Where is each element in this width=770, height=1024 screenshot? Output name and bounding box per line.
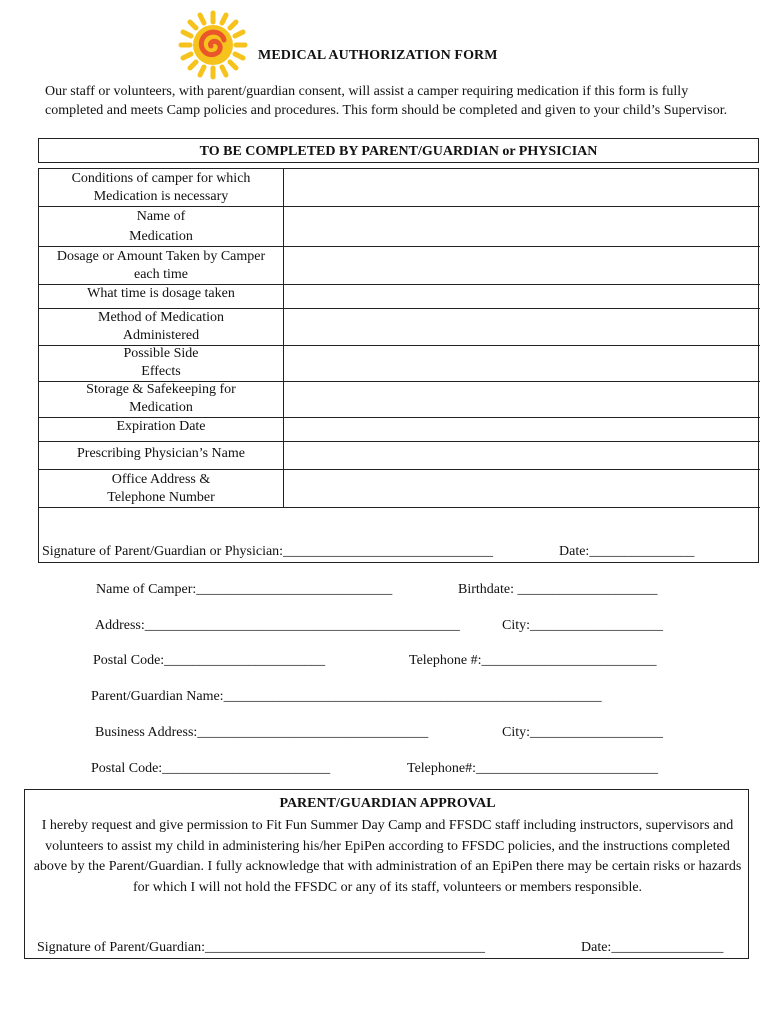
guardian-date-field[interactable]: Date:________________ [581,940,724,955]
postal-code-field[interactable]: Postal Code:_______________________ [93,653,326,668]
form-title: MEDICAL AUTHORIZATION FORM [258,48,498,63]
table-row [39,246,760,247]
table-row-label: What time is dosage taken [87,286,235,301]
table-row-label: Prescribing Physician’s Name [77,446,245,461]
business-city-field[interactable]: City:___________________ [502,725,664,740]
table-row-label: Expiration Date [116,419,206,434]
address-field[interactable]: Address:_____________________________________________ [95,618,460,633]
table-row-label: Method of Medication Administered [98,310,224,343]
signature-field[interactable]: Signature of Parent/Guardian or Physician:______________________________ [42,544,494,559]
business-postal-code-field[interactable]: Postal Code:________________________ [91,761,331,776]
table-row-label: Storage & Safekeeping for Medication [86,382,236,415]
approval-box [24,789,749,959]
approval-heading: PARENT/GUARDIAN APPROVAL [279,796,496,811]
birthdate-field[interactable]: Birthdate: ____________________ [458,582,658,597]
intro-paragraph: Our staff or volunteers, with parent/guardian consent, will assist a camper requiring medication if this form is fully completed and meets Camp policies and procedures. This form should be completed and given to your child’s Supervisor. [45,84,728,118]
table-row-label: Office Address & Telephone Number [107,472,215,505]
table-row-label: Possible Side Effects [123,346,199,379]
table-row [39,441,760,442]
table-row [39,507,760,508]
camper-name-field[interactable]: Name of Camper:____________________________ [96,582,393,597]
business-address-field[interactable]: Business Address:_________________________________ [95,725,429,740]
section-heading: TO BE COMPLETED BY PARENT/GUARDIAN or PHYSICIAN [38,138,759,163]
guardian-name-field[interactable]: Parent/Guardian Name:______________________________________________________ [91,689,602,704]
table-row-label: Dosage or Amount Taken by Camper each time [56,249,266,282]
telephone-field[interactable]: Telephone #:_________________________ [409,653,657,668]
business-telephone-field[interactable]: Telephone#:__________________________ [407,761,658,776]
guardian-signature-field[interactable]: Signature of Parent/Guardian:________________________________________ [37,940,485,955]
table-row-label: Name of Medication [129,209,193,244]
medication-table [38,168,759,563]
date-field[interactable]: Date:_______________ [559,544,695,559]
approval-text: I hereby request and give permission to Fit Fun Summer Day Camp and FFSDC staff including instructors, supervisors and volunteers to assist my child in administering his/her EpiPen according to FFSDC policies, and the instructions completed above by the Parent/Guardian. I fully acknowledge that with administration of an EpiPen there may be certain risks or hazards for which I will not hold the FFSDC or any of its staff, volunteers or members responsible. [33,818,742,895]
table-row-label: Conditions of camper for which Medication is necessary [71,171,251,204]
city-field[interactable]: City:___________________ [502,618,664,633]
table-row [39,469,760,470]
sun-swirl-logo-icon [178,10,248,80]
table-divider [283,169,284,508]
